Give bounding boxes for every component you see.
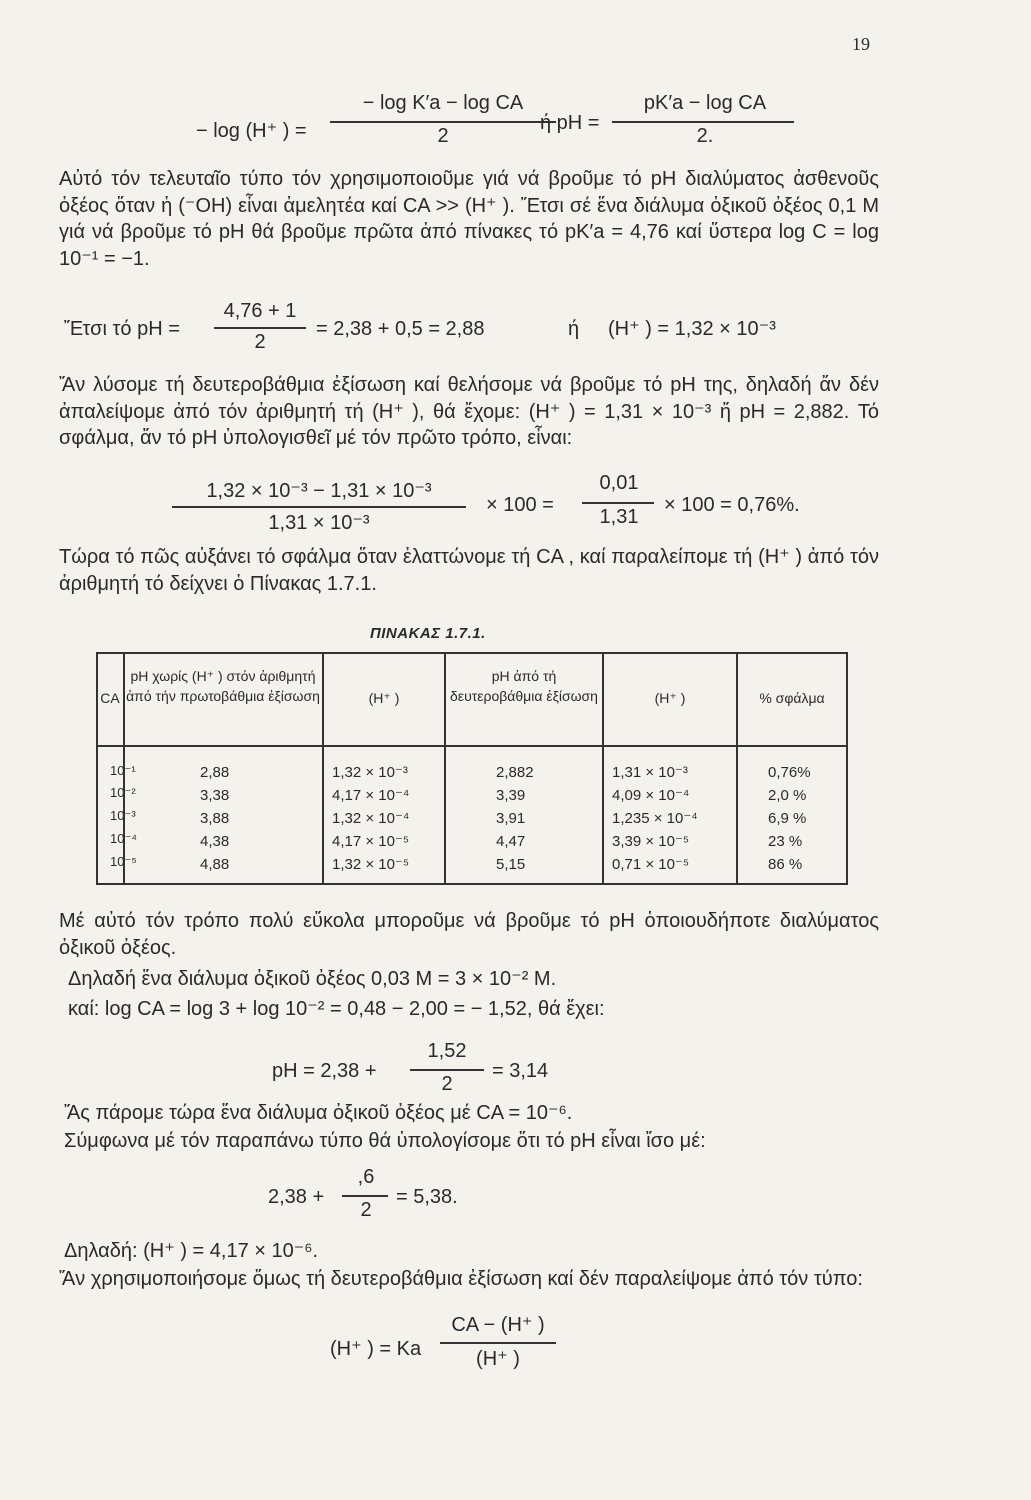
- formula3-denominator-2: 1,31: [599, 506, 639, 528]
- paragraph-1: [59, 166, 879, 272]
- table-rule: [96, 652, 98, 885]
- fraction-bar: [440, 1342, 556, 1344]
- fraction-bar: [172, 506, 466, 508]
- formula5-rhs: = 5,38.: [396, 1186, 458, 1208]
- paragraph-5-text: Ἄν χρησιμοποιήσομε ὅμως τή δευτεροβάθμια ἐξίσωση καί δέν παραλείψομε ἀπό τόν τύπο:: [59, 1268, 863, 1290]
- formula2-rhs2: (H⁺ ) = 1,32 × 10⁻³: [608, 318, 776, 340]
- formula3-denominator: 1,31 × 10⁻³: [268, 512, 370, 534]
- fraction-bar: [582, 502, 654, 504]
- cell-h1: 4,17 × 10⁻⁴: [332, 787, 410, 804]
- formula4-rhs: = 3,14: [492, 1060, 549, 1082]
- formula6-denominator: (H⁺ ): [476, 1348, 520, 1370]
- cell-ca: 10⁻¹: [110, 763, 136, 778]
- formula3-rhs: × 100 = 0,76%.: [664, 494, 800, 516]
- cell-h2: 1,235 × 10⁻⁴: [612, 810, 698, 827]
- line-5: Δηλαδή ἕνα διάλυμα ὀξικοῦ ὀξέος 0,03 M = 3 × 10⁻² M.: [68, 968, 557, 990]
- cell-ph1: 4,88: [200, 856, 230, 873]
- fraction-bar: [612, 121, 794, 123]
- formula1-denominator: 2: [437, 125, 449, 147]
- formula1-lhs: − log (H⁺ ) =: [196, 120, 307, 142]
- formula4-numerator: 1,52: [427, 1040, 467, 1062]
- cell-h2: 3,39 × 10⁻⁵: [612, 833, 690, 850]
- page-number: 19: [852, 34, 870, 54]
- cell-ca: 10⁻⁴: [110, 831, 137, 846]
- header-error: % σφάλμα: [759, 690, 825, 706]
- paragraph-3-text: Τώρα τό πῶς αὐξάνει τό σφάλμα ὅταν ἐλαττώνομε τή CA , καί παραλείπομε τή (H⁺ ) ἀπό τόν ἀριθμητή τό δείχνει ὁ Πίνακας 1.7.1.: [59, 546, 879, 595]
- fraction-bar: [410, 1069, 484, 1071]
- cell-ph1: 3,88: [200, 810, 230, 827]
- formula2-numerator: 4,76 + 1: [223, 300, 297, 322]
- cell-ph1: 2,88: [200, 764, 230, 781]
- cell-h1: 1,32 × 10⁻³: [332, 764, 408, 781]
- cell-ph2: 4,47: [496, 833, 526, 850]
- formula2-rhs: = 2,38 + 0,5 = 2,88: [316, 318, 485, 340]
- cell-h2: 0,71 × 10⁻⁵: [612, 856, 690, 873]
- line-7: Ἄς πάρομε τώρα ἕνα διάλυμα ὀξικοῦ ὀξέος μέ CA = 10⁻⁶.: [64, 1102, 573, 1124]
- fraction-bar: [214, 327, 306, 329]
- formula6-lhs: (H⁺ ) = Ka: [330, 1338, 422, 1360]
- cell-ph2: 5,15: [496, 856, 526, 873]
- cell-ph2: 2,882: [496, 764, 534, 781]
- cell-h2: 4,09 × 10⁻⁴: [612, 787, 690, 804]
- header-ca: CA: [100, 690, 120, 706]
- cell-ph1: 3,38: [200, 787, 230, 804]
- fraction-bar: [342, 1195, 388, 1197]
- formula5-denominator: 2: [360, 1199, 372, 1221]
- formula1-denominator-2: 2.: [696, 125, 714, 147]
- cell-h1: 1,32 × 10⁻⁵: [332, 856, 410, 873]
- data-table: [96, 652, 848, 885]
- formula3-numerator: 1,32 × 10⁻³ − 1,31 × 10⁻³: [206, 480, 432, 502]
- cell-h1: 1,32 × 10⁻⁴: [332, 810, 410, 827]
- paragraph-2-text: Ἄν λύσομε τή δευτεροβάθμια ἐξίσωση καί θελήσομε νά βροῦμε τό pH της, δηλαδή ἄν δέν ἀπαλείψομε ἀπό τόν ἀριθμητή τή (H⁺ ), θά ἔχομε: (H⁺ ) = 1,31 × 10⁻³ ἤ pH = 2,882. Τό σφάλμα, ἄν τό pH ὑπολογισθεῖ μέ τόν πρῶτο τρόπο, εἶναι:: [59, 374, 879, 449]
- header-ph-first-order: pH χωρίς (H⁺ ) στόν ἀριθμητή ἀπό τήν πρωτοβάθμια ἐξίσωση: [126, 668, 320, 704]
- table-rule: [736, 652, 738, 885]
- formula3-mid: × 100 =: [486, 494, 554, 516]
- line-8: Σύμφωνα μέ τόν παραπάνω τύπο θά ὑπολογίσομε ὅτι τό pH εἶναι ἴσο μέ:: [64, 1130, 706, 1152]
- cell-ca: 10⁻⁵: [110, 854, 137, 869]
- paragraph-2: [59, 372, 879, 452]
- table-rule: [602, 652, 604, 885]
- formula4-lhs: pH = 2,38 +: [272, 1060, 377, 1082]
- paragraph-4: [59, 908, 879, 961]
- fraction-bar: [330, 121, 556, 123]
- formula1-numerator: − log K′a − log CA: [362, 92, 524, 114]
- table-rule: [322, 652, 324, 885]
- paragraph-1-text: Αὐτό τόν τελευταῖο τύπο τόν χρησιμοποιοῦμε γιά νά βροῦμε τό pH διαλύματος ἀσθενοῦς ὀξέος ὅταν ἡ (⁻OH) εἶναι ἀμελητέα καί CA >> (H⁺ ). Ἔτσι σέ ἕνα διάλυμα ὀξικοῦ ὀξέος 0,1 M γιά νά βροῦμε τό pH θά βροῦμε πρῶτα ἀπό πίνακες τό pK′a = 4,76 καί ὕστερα log C = log 10⁻¹ = −1.: [59, 168, 879, 270]
- paragraph-3: [59, 544, 879, 597]
- formula3-numerator-2: 0,01: [599, 472, 639, 494]
- cell-error: 6,9 %: [768, 810, 807, 827]
- line-9: Δηλαδή: (H⁺ ) = 4,17 × 10⁻⁶.: [64, 1240, 319, 1262]
- formula2-eta: ή: [568, 318, 580, 340]
- formula2-denominator: 2: [254, 331, 266, 353]
- cell-h2: 1,31 × 10⁻³: [612, 764, 688, 781]
- formula4-denominator: 2: [441, 1073, 453, 1095]
- formula2-lhs: Ἔτσι τό pH =: [64, 318, 180, 340]
- header-h-first: (H⁺ ): [368, 690, 400, 706]
- paragraph-5: [59, 1266, 879, 1293]
- formula5-numerator: ,6: [357, 1166, 375, 1188]
- formula1-numerator-2: pK′a − log CA: [643, 92, 767, 114]
- table-caption: ΠΙΝΑΚΑΣ 1.7.1.: [370, 625, 486, 642]
- formula5-lhs: 2,38 +: [268, 1186, 325, 1208]
- cell-h1: 4,17 × 10⁻⁵: [332, 833, 410, 850]
- header-h-second: (H⁺ ): [654, 690, 686, 706]
- paragraph-4-text: Μέ αὐτό τόν τρόπο πολύ εὔκολα μποροῦμε νά βροῦμε τό pH ὁποιουδήποτε διαλύματος ὀξικοῦ ὀξέος.: [59, 910, 879, 959]
- line-6: καί: log CA = log 3 + log 10⁻² = 0,48 − 2,00 = − 1,52, θά ἔχει:: [68, 998, 605, 1020]
- cell-ph2: 3,91: [496, 810, 526, 827]
- formula6-numerator: CA − (H⁺ ): [451, 1314, 545, 1336]
- cell-ph2: 3,39: [496, 787, 526, 804]
- cell-error: 86 %: [768, 856, 803, 873]
- cell-error: 23 %: [768, 833, 803, 850]
- cell-ca: 10⁻³: [110, 808, 136, 823]
- cell-error: 2,0 %: [768, 787, 807, 804]
- cell-ph1: 4,38: [200, 833, 230, 850]
- table-rule: [846, 652, 848, 885]
- header-ph-second-order: pH ἀπό τή δευτεροβάθμια ἐξίσωση: [450, 668, 598, 704]
- cell-error: 0,76%: [768, 764, 811, 781]
- cell-ca: 10⁻²: [110, 785, 136, 800]
- formula1-mid: ή pH =: [540, 112, 600, 134]
